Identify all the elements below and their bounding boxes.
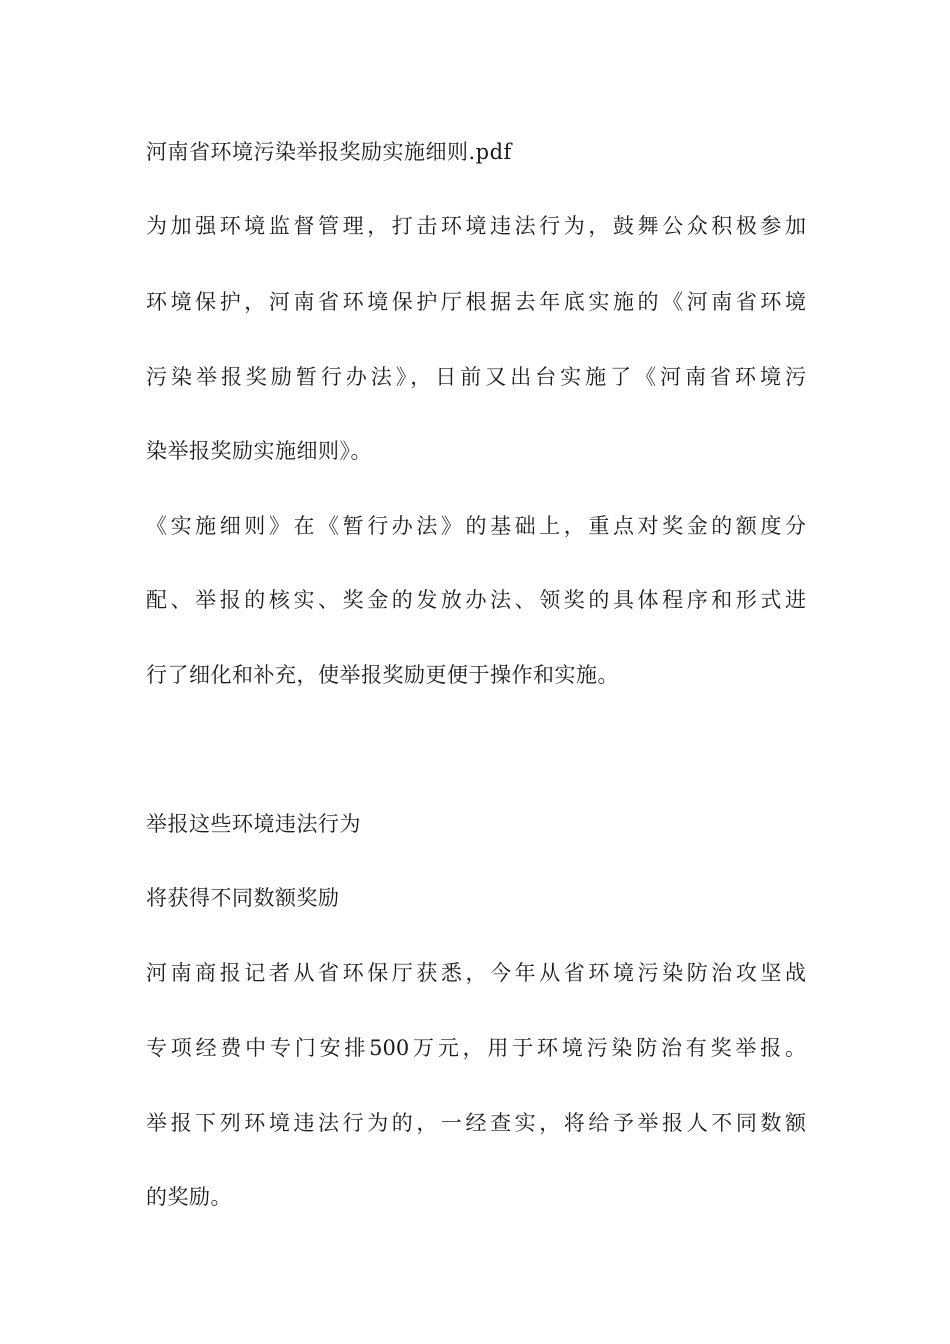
paragraph-4-line-1: 举报下列环境违法行为的，一经查实，将给予举报人不同数额 (146, 1111, 806, 1135)
document-title: 河南省环境污染举报奖励实施细则.pdf (146, 140, 512, 164)
paragraph-1-line-2: 环境保护，河南省环境保护厅根据去年底实施的《河南省环境 (146, 290, 806, 314)
paragraph-2-line-3: 行了细化和补充，使举报奖励更便于操作和实施。 (146, 663, 619, 687)
subheading-line-2: 将获得不同数额奖励 (146, 886, 340, 910)
paragraph-1-line-3: 污染举报奖励暂行办法》，日前又出台实施了《河南省环境污 (146, 365, 806, 389)
paragraph-2-line-2: 配、举报的核实、奖金的发放办法、领奖的具体程序和形式进 (146, 588, 806, 612)
paragraph-4-line-2: 的奖励。 (146, 1185, 232, 1209)
paragraph-1-line-1: 为加强环境监督管理，打击环境违法行为，鼓舞公众积极参加 (146, 214, 806, 238)
paragraph-1-line-4: 染举报奖励实施细则》。 (146, 439, 372, 463)
paragraph-3-line-2: 专项经费中专门安排500万元，用于环境污染防治有奖举报。 (146, 1036, 806, 1060)
paragraph-3-line-1: 河南商报记者从省环保厅获悉，今年从省环境污染防治攻坚战 (146, 961, 806, 985)
paragraph-2-line-1: 《实施细则》在《暂行办法》的基础上，重点对奖金的额度分 (146, 514, 806, 538)
subheading-line-1: 举报这些环境违法行为 (146, 812, 361, 836)
